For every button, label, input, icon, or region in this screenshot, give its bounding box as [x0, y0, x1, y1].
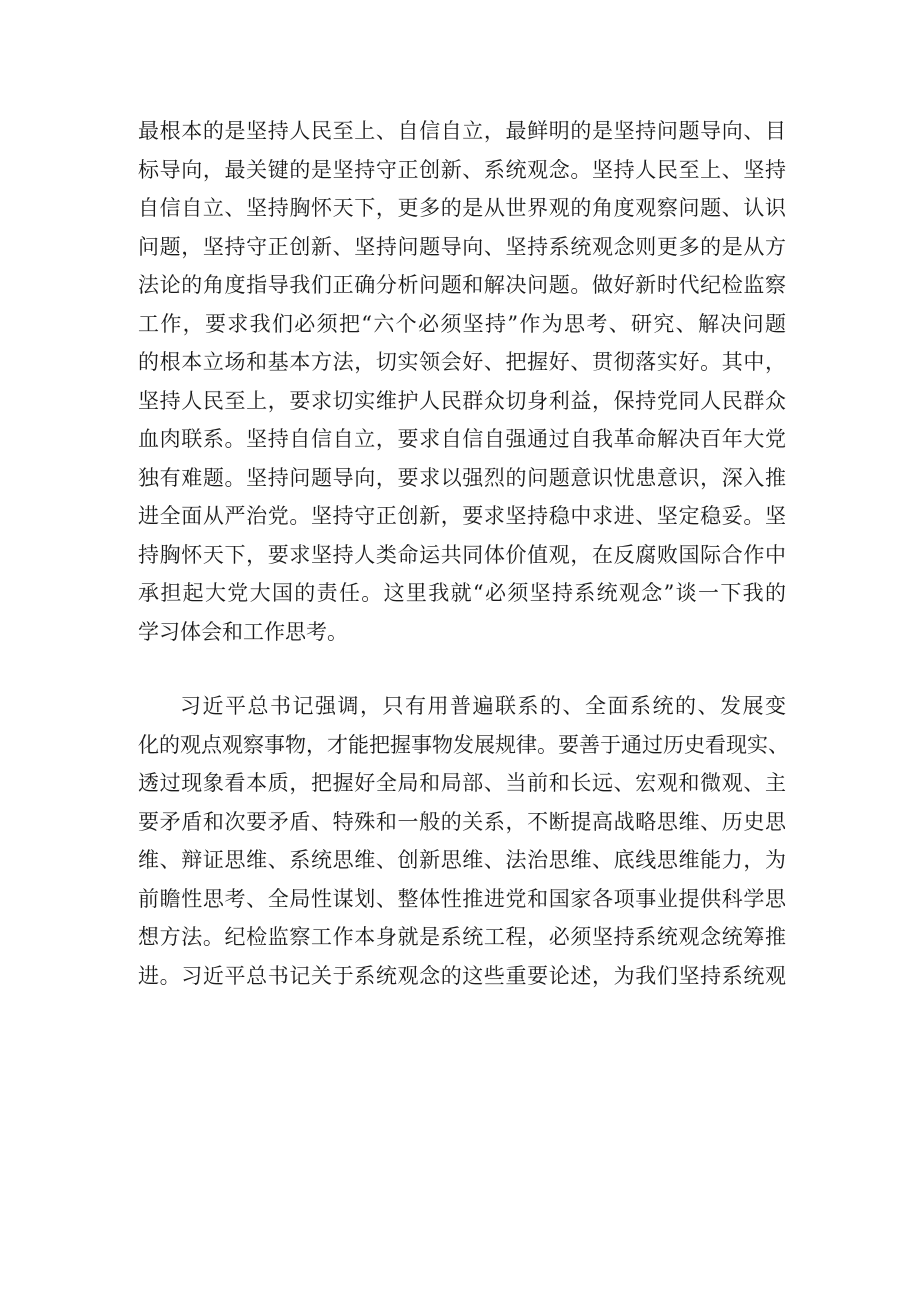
- document-page: [138, 112, 789, 995]
- text-line: 承担起大党大国的责任。这里我就“必须坚持系统观念”谈一下我的: [138, 581, 786, 605]
- text-line-first: 习近平总书记强调，只有用普遍联系的、全面系统的、发展变: [180, 694, 786, 718]
- text-line: 要矛盾和次要矛盾、特殊和一般的关系，不断提高战略思维、历史思: [138, 809, 786, 834]
- text-line: 学习体会和工作思考。: [138, 619, 348, 644]
- text-line: 持胸怀天下，要求坚持人类命运共同体价值观，在反腐败国际合作中: [138, 542, 786, 567]
- text-line: 问题，坚持守正创新、坚持问题导向、坚持系统观念则更多的是从方: [138, 234, 786, 259]
- text-line: 独有难题。坚持问题导向，要求以强烈的问题意识忧患意识，深入推: [138, 465, 786, 490]
- text-line: 维、辩证思维、系统思维、创新思维、法治思维、底线思维能力，为: [138, 848, 786, 872]
- text-line: 法论的角度指导我们正确分析问题和解决问题。做好新时代纪检监察: [138, 273, 786, 297]
- paragraph-gap: [138, 651, 786, 687]
- text-line: 标导向，最关键的是坚持守正创新、系统观念。坚持人民至上、坚持: [138, 157, 786, 182]
- paragraph-2: [138, 687, 789, 995]
- text-line: 最根本的是坚持人民至上、自信自立，最鲜明的是坚持问题导向、目: [138, 119, 786, 143]
- text-line: 化的观点观察事物，才能把握事物发展规律。要善于通过历史看现实、: [138, 732, 789, 757]
- text-line: 进。习近平总书记关于系统观念的这些重要论述，为我们坚持系统观: [138, 963, 786, 988]
- paragraph-1: [138, 112, 786, 651]
- text-line: 自信自立、坚持胸怀天下，更多的是从世界观的角度观察问题、认识: [138, 196, 786, 220]
- text-line: 坚持人民至上，要求切实维护人民群众切身利益，保持党同人民群众: [138, 388, 786, 413]
- text-line: 工作，要求我们必须把“六个必须坚持”作为思考、研究、解决问题: [138, 311, 786, 336]
- text-line: 血肉联系。坚持自信自立，要求自信自强通过自我革命解决百年大党: [138, 427, 786, 451]
- text-line: 前瞻性思考、全局性谋划、整体性推进党和国家各项事业提供科学思: [138, 886, 786, 911]
- text-line: 透过现象看本质，把握好全局和局部、当前和长远、宏观和微观、主: [138, 771, 786, 795]
- text-line: 的根本立场和基本方法，切实领会好、把握好、贯彻落实好。其中，: [138, 350, 786, 374]
- text-line: 进全面从严治党。坚持守正创新，要求坚持稳中求进、坚定稳妥。坚: [138, 504, 786, 528]
- text-line: 想方法。纪检监察工作本身就是系统工程，必须坚持系统观念统筹推: [138, 925, 786, 949]
